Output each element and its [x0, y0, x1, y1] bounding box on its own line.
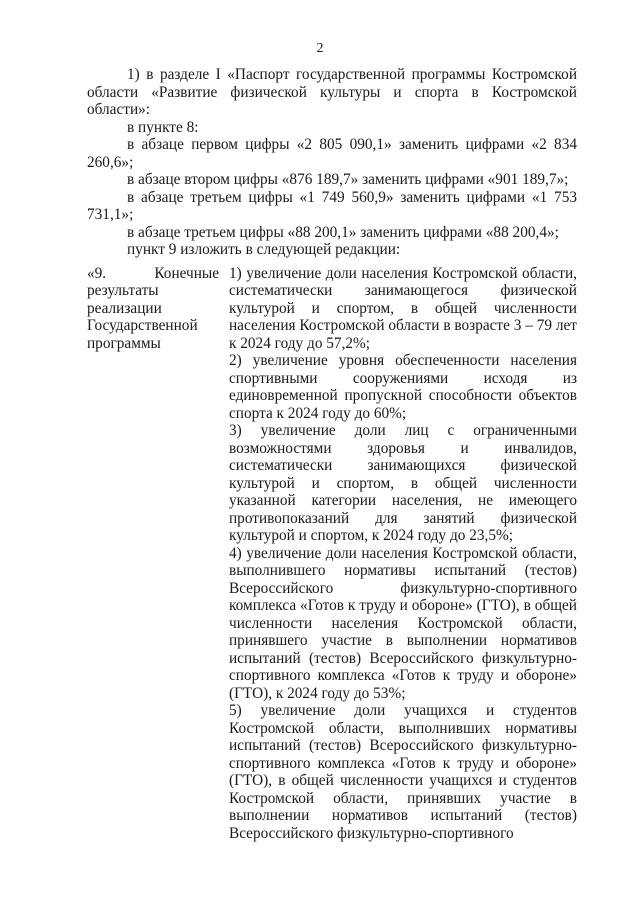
- result-item-3: 3) увеличение доли лиц с ограниченными возможностями здоровья и инвалидов, систематически занимающихся физической культурой и спортом, в общей численности указанной категории населения, не имеющего противопоказаний для занятий физической культурой и спортом, к 2024 году до 23,5%;: [229, 422, 577, 544]
- point-9-table: [87, 265, 577, 843]
- paragraph-point-8: в пункте 8:: [127, 118, 199, 136]
- result-item-1: 1) увеличение доли населения Костромской области, систематически занимающегося физической культурой и спортом, в общей численности населения Костромской области в возрасте 3 – 79 лет к 2024 году до 57,2%;: [229, 264, 577, 352]
- point-9-number: «9.: [87, 264, 107, 282]
- point-9-label: [87, 265, 219, 353]
- result-item-2: 2) увеличение уровня обеспеченности населения спортивными сооружениями исходя из единовременной пропускной способности объектов спорта к 2024 году до 60%;: [229, 352, 577, 422]
- point-9-label-first-line: [87, 265, 219, 283]
- paragraph-abzac-2: в абзаце втором цифры «876 189,7» заменить цифрами «901 189,7»;: [127, 171, 569, 188]
- paragraph-abzac-1: в абзаце первом цифры «2 805 090,1» заменить цифрами «2 834 260,6»;: [87, 136, 577, 171]
- paragraph-point-9: пункт 9 изложить в следующей редакции:: [127, 241, 401, 258]
- point-9-content: [219, 265, 577, 843]
- result-item-5: 5) увеличение доли учащихся и студентов Костромской области, выполнивших нормативы испытаний (тестов) Всероссийского физкультурно-спортивного комплекса «Готов к труду и обороне» (ГТО), в общей численности учащихся и студентов Костромской области, принявших участие в выполнении нормативов испытаний (тестов) Всероссийского физкультурно-спортивного: [229, 702, 577, 842]
- paragraph-abzac-3a: в абзаце третьем цифры «1 749 560,9» заменить цифрами «1 753 731,1»;: [87, 188, 577, 223]
- page-number: 2: [316, 41, 324, 56]
- result-item-4: 4) увеличение доли населения Костромской области, выполнившего нормативы испытаний (тестов) Всероссийского физкультурно-спортивного комплекса «Готов к труду и обороне» (ГТО), в общей численности населения Костромской области, принявшего участие в выполнении нормативов испытаний (тестов) Всероссийского физкультурно-спортивного комплекса «Готов к труду и обороне» (ГТО), к 2024 году до 53%;: [229, 544, 577, 702]
- paragraph-section-i: 1) в разделе I «Паспорт государственной программы Костромской области «Развитие физической культуры и спорта в Костромской области»:: [87, 66, 577, 118]
- paragraph-abzac-3b: в абзаце третьем цифры «88 200,1» заменить цифрами «88 200,4»;: [127, 223, 559, 241]
- point-9-label-word: Конечные: [154, 264, 219, 282]
- document-body: [87, 66, 577, 842]
- point-9-label-rest: результаты реализации Государственной программы: [87, 282, 198, 352]
